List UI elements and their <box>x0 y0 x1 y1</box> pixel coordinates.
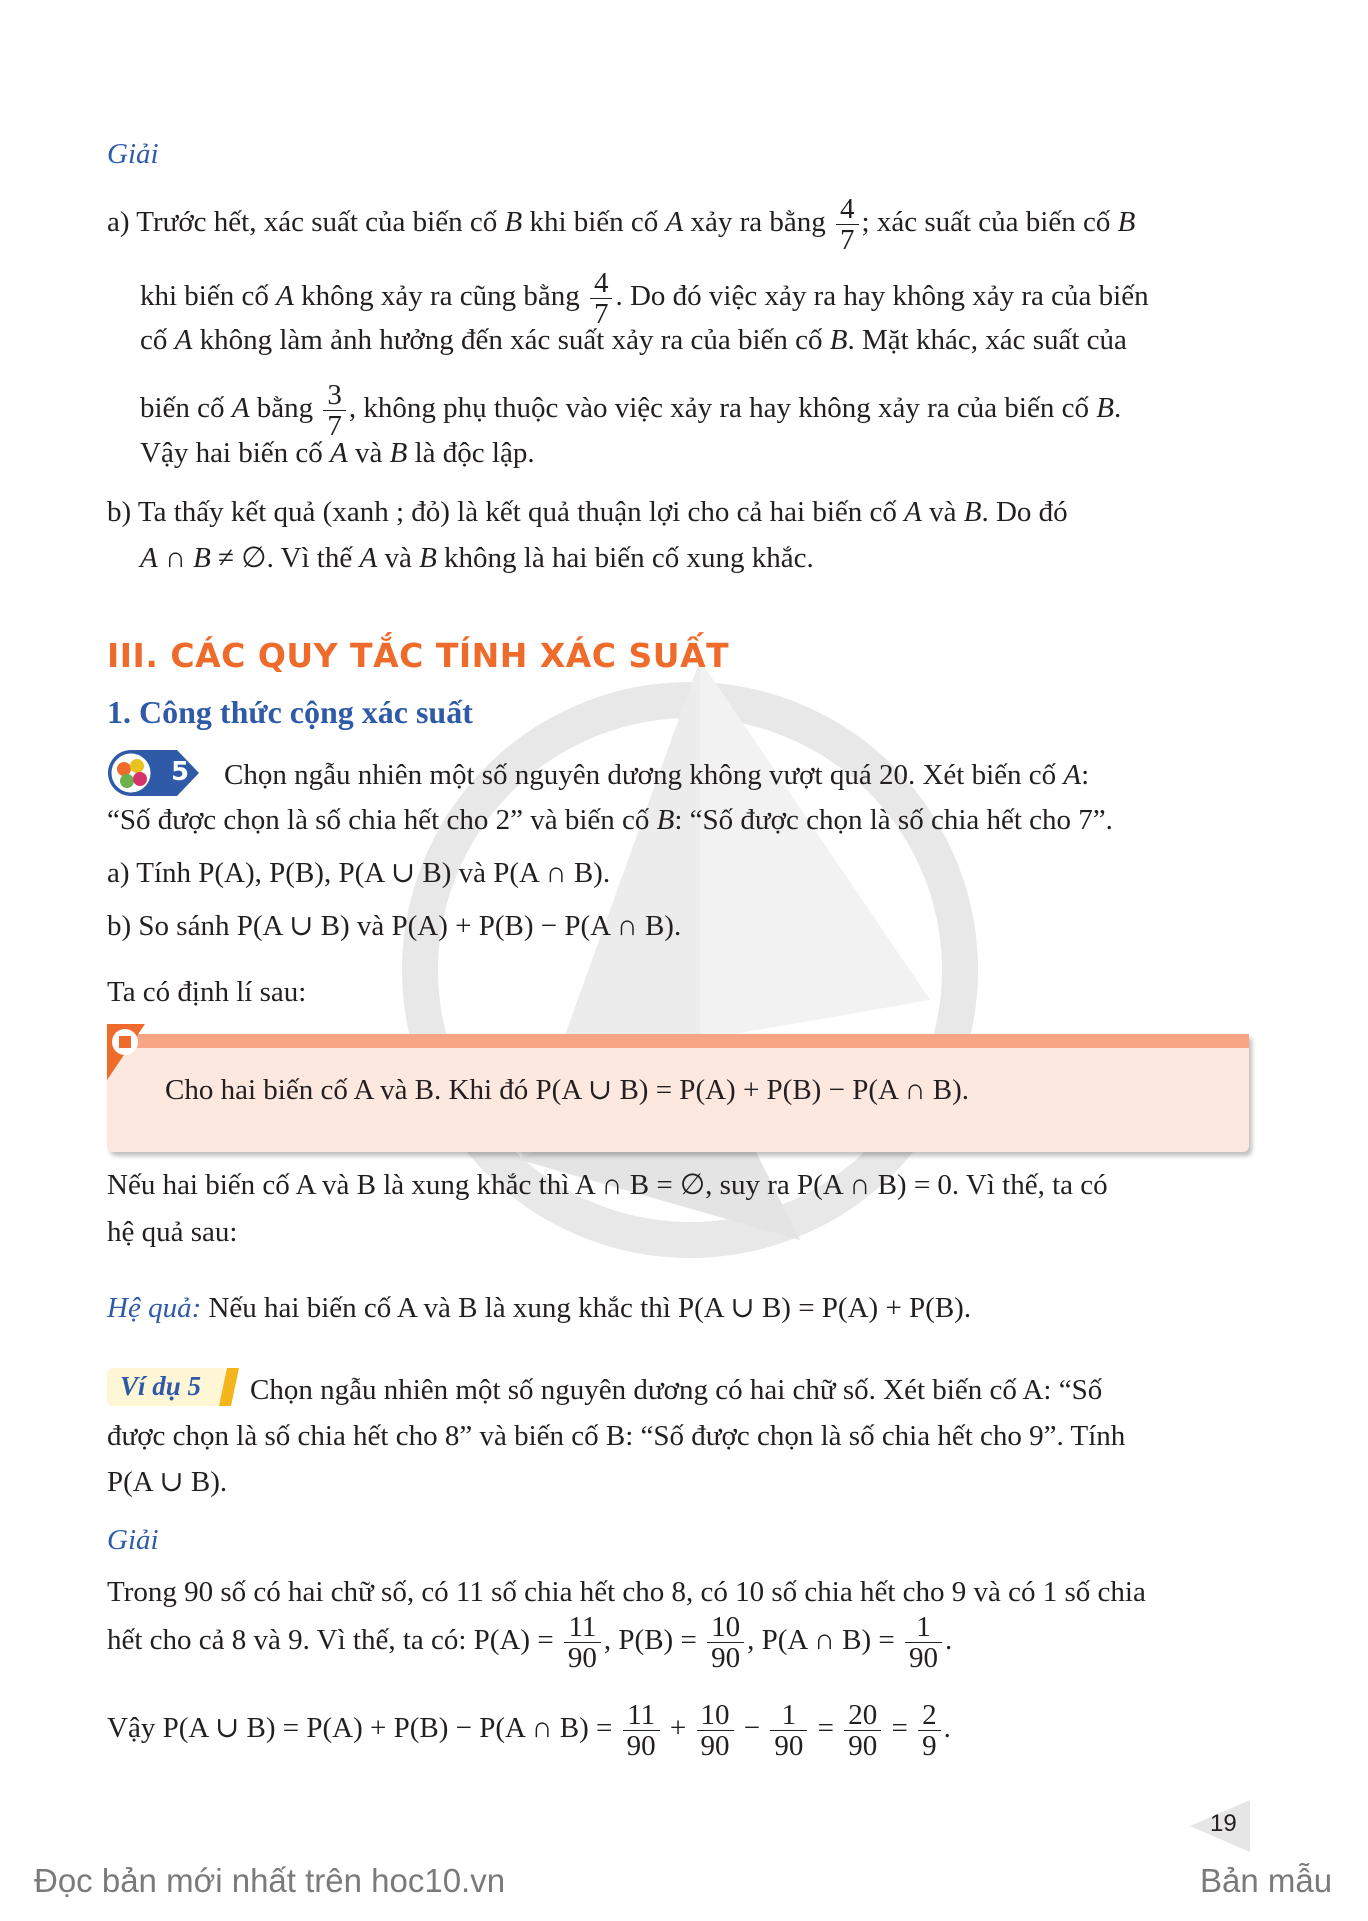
corollary-line: Hệ quả: Nếu hai biến cố A và B là xung khắc thì P(A ∪ B) = P(A) + P(B). <box>107 1292 972 1324</box>
fraction-4-7: $\frac{4}{7}$ <box>590 268 613 329</box>
solution2-line2: hết cho cả 8 và 9. Vì thế, ta có: P(A) = $\frac{11}{90}$ , P(B) = $\frac{10}{90}$ , P(A ∩ B) = $\frac{1}{90}$ . <box>107 1611 953 1674</box>
footer-draft-label: Bản mẫu <box>1200 1862 1333 1899</box>
fraction-2-9: $\frac{2}{9}$ <box>918 1700 941 1761</box>
theorem-head-icon <box>105 1024 155 1082</box>
activity-badge-icon <box>107 748 211 798</box>
solution2-label: Giải <box>107 1524 159 1556</box>
activity-number: 5 <box>171 757 190 787</box>
solution2-line3: Vậy P(A ∪ B) = P(A) + P(B) − P(A ∩ B) = $\frac{11}{90}$ + $\frac{10}{90}$ − $\frac{1}{90}$ = $\frac{20}{90}$ = $\frac{2}{9}$ . <box>107 1699 951 1762</box>
fraction-10-90: $\frac{10}{90}$ <box>697 1700 734 1761</box>
example-label: Ví dụ 5 <box>120 1371 202 1401</box>
corollary-intro-line2: hệ quả sau: <box>107 1216 238 1248</box>
solution-b-line1: b) Ta thấy kết quả (xanh ; đỏ) là kết quả thuận lợi cho cả hai biến cố A và B. Do đó <box>107 496 1068 528</box>
activity-part-a: a) Tính P(A), P(B), P(A ∪ B) và P(A ∩ B). <box>107 857 611 889</box>
fraction-20-90: $\frac{20}{90}$ <box>844 1700 881 1761</box>
solution-a-line1: a) Trước hết, xác suất của biến cố B khi biến cố A xảy ra bằng $\frac{4}{7}$ ; xác suất của biến cố B <box>107 193 1136 256</box>
example-line3: P(A ∪ B). <box>107 1466 228 1498</box>
fraction-10-90: $\frac{10}{90}$ <box>707 1612 744 1673</box>
solution-b-line2: A ∩ B ≠ ∅. Vì thế A và B không là hai biến cố xung khắc. <box>140 542 814 574</box>
activity-line2: “Số được chọn là số chia hết cho 2” và biến cố B: “Số được chọn là số chia hết cho 7”. <box>107 804 1113 836</box>
example-line2: được chọn là số chia hết cho 8” và biến cố B: “Số được chọn là số chia hết cho 9”. Tính <box>107 1420 1126 1452</box>
activity-part-b: b) So sánh P(A ∪ B) và P(A) + P(B) − P(A ∩ B). <box>107 910 682 942</box>
fraction-4-7: $\frac{4}{7}$ <box>836 194 859 255</box>
fraction-11-90: $\frac{11}{90}$ <box>623 1700 660 1761</box>
example-line1: Chọn ngẫu nhiên một số nguyên dương có hai chữ số. Xét biến cố A: “Số <box>250 1374 1103 1406</box>
fraction-3-7: $\frac{3}{7}$ <box>323 380 346 441</box>
page-number: 19 <box>1210 1810 1237 1837</box>
subsection-title: 1. Công thức cộng xác suất <box>107 694 473 730</box>
activity-line1: Chọn ngẫu nhiên một số nguyên dương không vượt quá 20. Xét biến cố A: <box>224 759 1090 791</box>
solution2-line1: Trong 90 số có hai chữ số, có 11 số chia hết cho 8, có 10 số chia hết cho 9 và có 1 số chia <box>107 1576 1146 1608</box>
solution-a-line3: cố A không làm ảnh hưởng đến xác suất xảy ra của biến cố B. Mặt khác, xác suất của <box>140 324 1127 356</box>
fraction-11-90: $\frac{11}{90}$ <box>564 1612 601 1673</box>
fraction-1-90: $\frac{1}{90}$ <box>770 1700 807 1761</box>
corollary-intro-line1: Nếu hai biến cố A và B là xung khắc thì A ∩ B = ∅, suy ra P(A ∩ B) = 0. Vì thế, ta có <box>107 1169 1108 1201</box>
section-title: III. CÁC QUY TẮC TÍNH XÁC SUẤT <box>107 636 730 675</box>
corollary-label: Hệ quả: <box>107 1292 202 1324</box>
footer-source-link[interactable]: Đọc bản mới nhất trên hoc10.vn <box>34 1862 506 1899</box>
solution-a-line4: biến cố A bằng $\frac{3}{7}$ , không phụ thuộc vào việc xảy ra hay không xảy ra của biến cố B. <box>140 379 1122 442</box>
theorem-intro: Ta có định lí sau: <box>107 976 307 1008</box>
solution-a-line5: Vậy hai biến cố A và B là độc lập. <box>140 437 535 469</box>
theorem-text: Cho hai biến cố A và B. Khi đó P(A ∪ B) = P(A) + P(B) − P(A ∩ B). <box>165 1074 970 1106</box>
fraction-1-90: $\frac{1}{90}$ <box>905 1612 942 1673</box>
solution-a-line2: khi biến cố A không xảy ra cũng bằng $\frac{4}{7}$ . Do đó việc xảy ra hay không xảy ra của biến <box>140 267 1149 330</box>
solution-label: Giải <box>107 138 159 170</box>
